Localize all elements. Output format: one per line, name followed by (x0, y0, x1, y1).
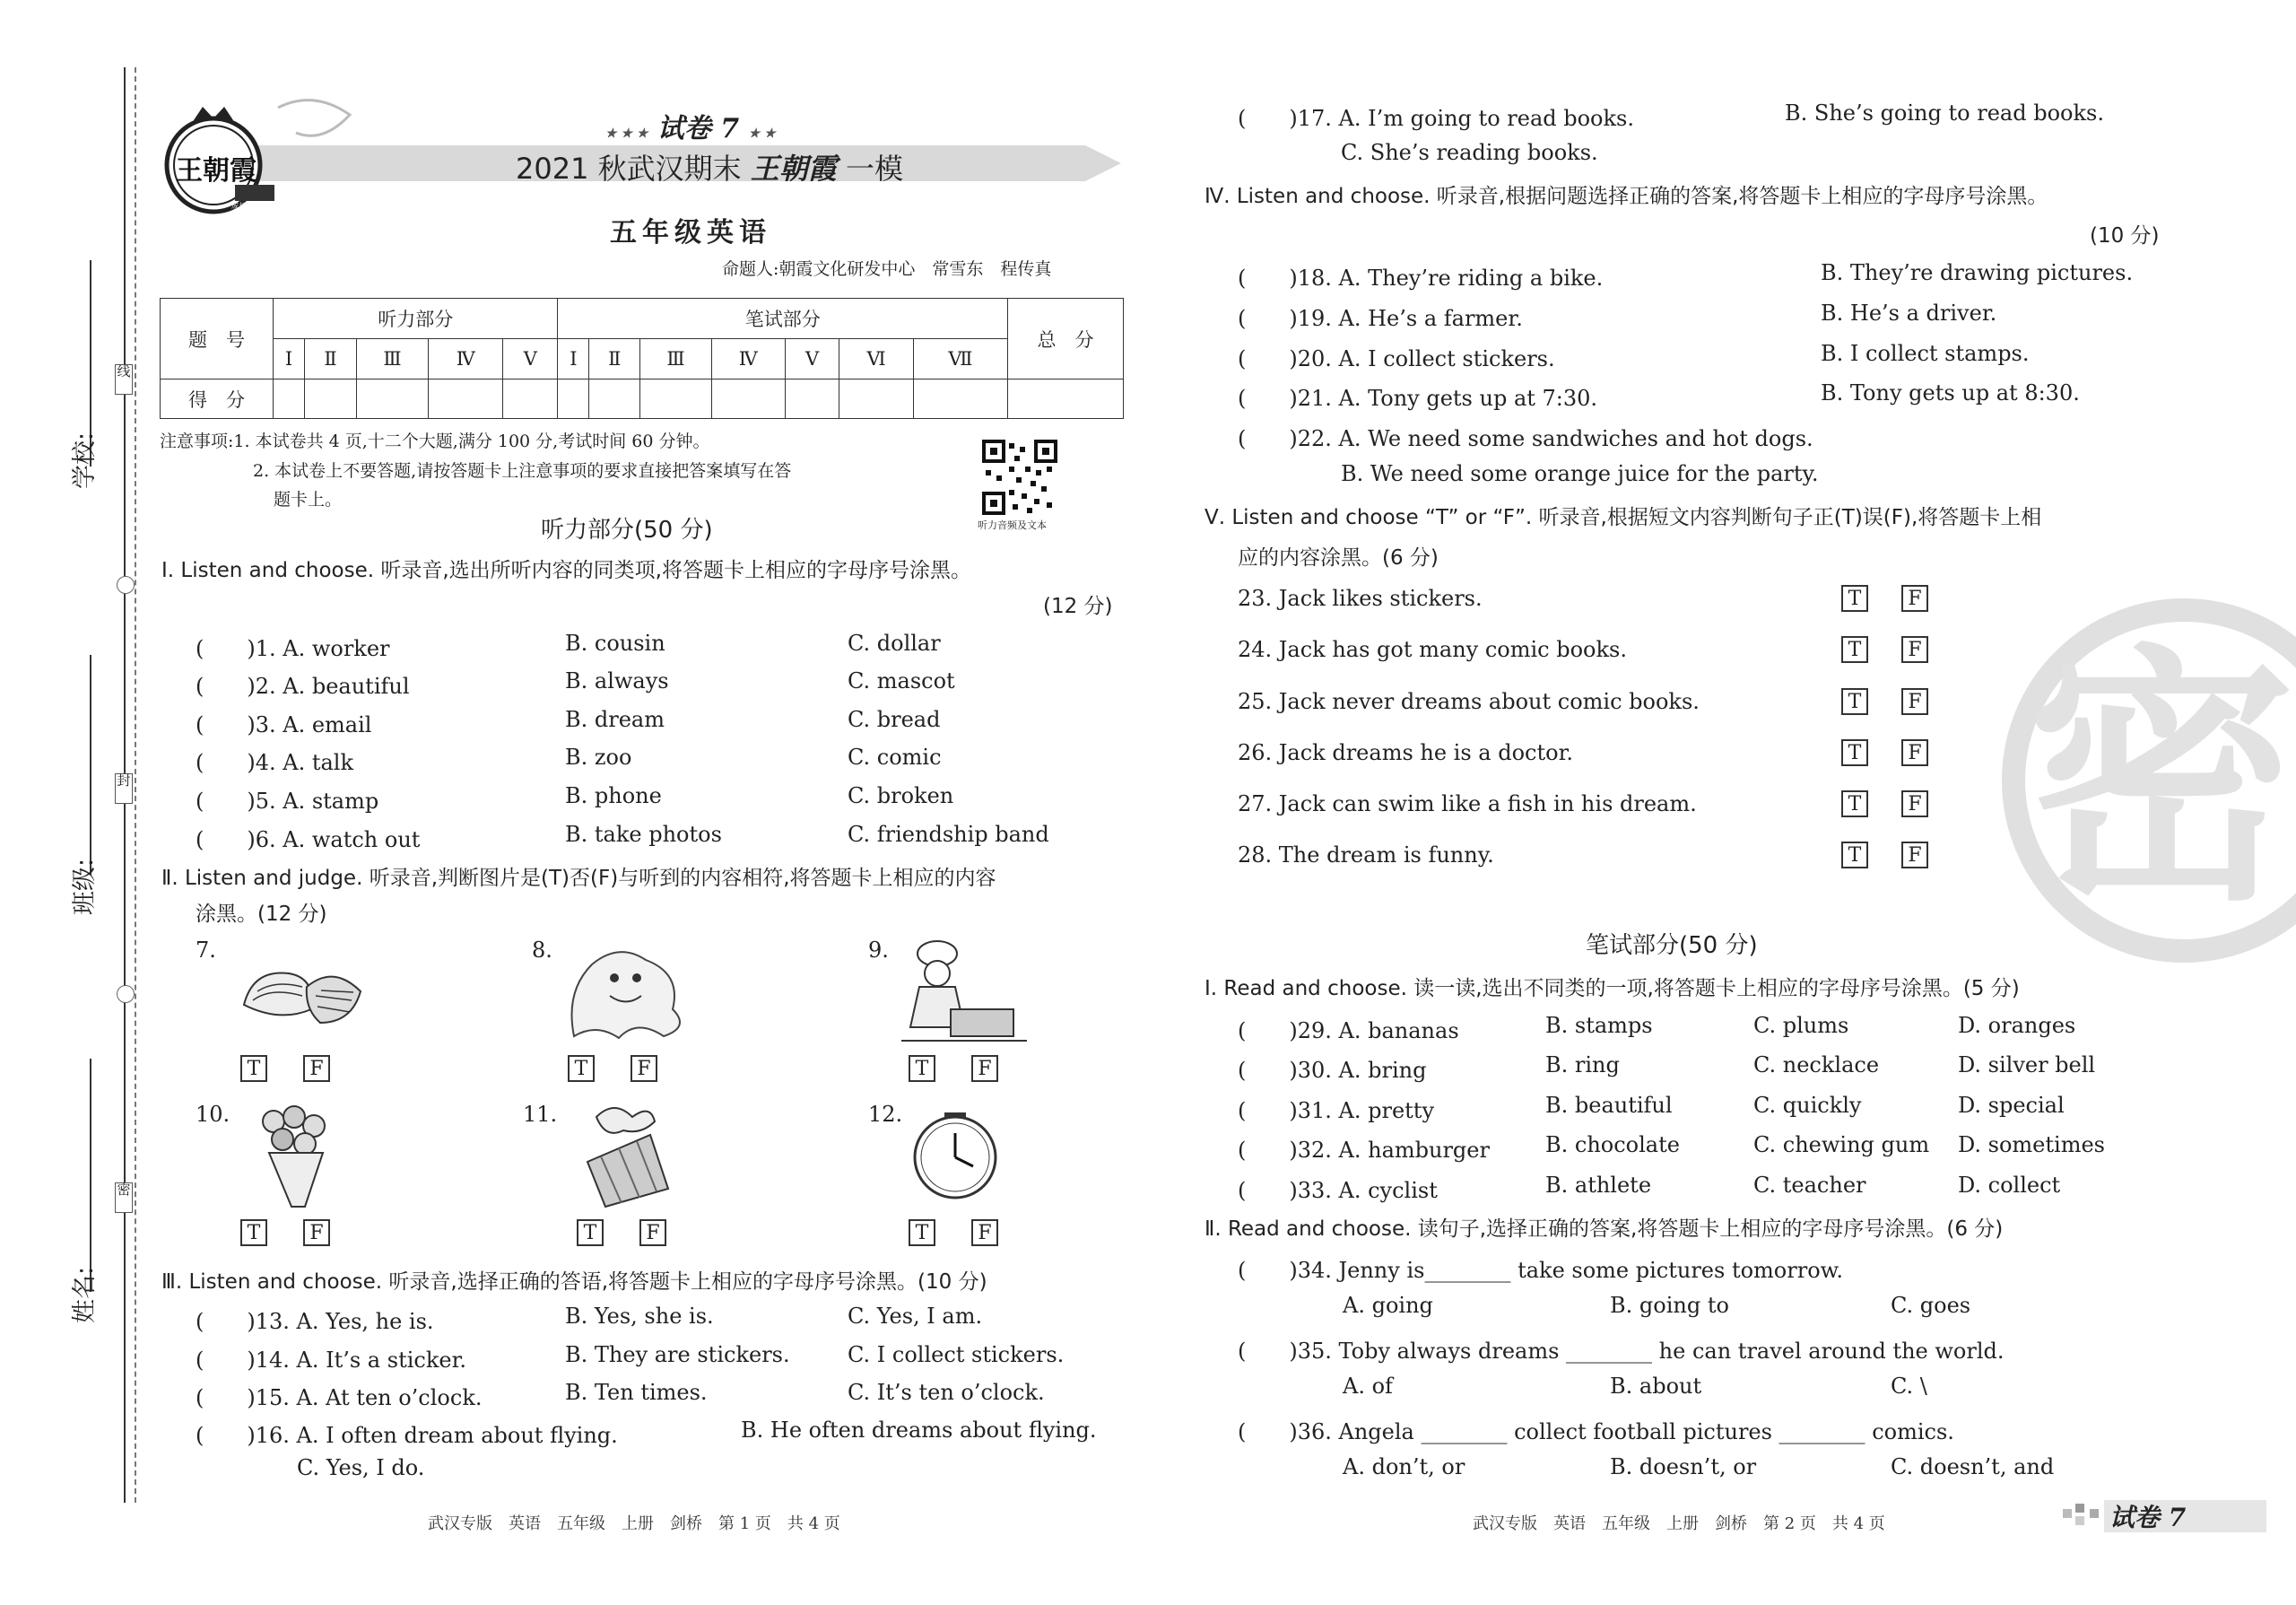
option-2b: B. always (565, 668, 669, 693)
option-36b: B. doesn’t, or (1610, 1454, 1757, 1479)
ghost-picture (556, 938, 700, 1045)
name-underline (90, 1059, 91, 1292)
score-cell (589, 379, 640, 419)
l3-heading: Ⅲ. Listen and choose. 听录音,选择正确的答语,将答题卡上相应的字母序号涂黑。(10 分) (161, 1270, 987, 1294)
question-21: ( )21. A. Tony gets up at 7:30. (1238, 386, 1598, 411)
question-22: ( )22. A. We need some sandwiches and hot dogs. (1238, 426, 1813, 451)
score-cell (429, 379, 503, 419)
listening-title: 听力部分(50 分) (541, 517, 713, 544)
pic-num-9: 9. (868, 938, 889, 963)
listening-col: Ⅴ (503, 339, 558, 379)
judge-f-28[interactable]: F (1901, 842, 1928, 868)
pic-num-10: 10. (196, 1102, 230, 1127)
judge-f-27[interactable]: F (1901, 790, 1928, 817)
option-14c: C. I collect stickers. (848, 1342, 1065, 1367)
question-2: ( )2. A. beautiful (196, 674, 410, 699)
score-row-label: 得 分 (161, 379, 274, 419)
option-33b: B. athlete (1545, 1173, 1652, 1198)
score-cell (503, 379, 558, 419)
l5-heading-1: Ⅴ. Listen and choose “T” or “F”. 听录音,根据短文内容判断句子正(T)误(F),将答题卡上相 (1205, 506, 2042, 529)
score-cell (1008, 379, 1124, 419)
l4-points: (10 分) (2090, 224, 2160, 248)
notes-line2: 2. 本试卷上不要答题,请按答题卡上注意事项的要求直接把答案填写在答 (253, 461, 792, 481)
pic-num-12: 12. (868, 1102, 903, 1127)
l1-heading: Ⅰ. Listen and choose. 听录音,选出所听内容的同类项,将答题卡上相应的字母序号涂黑。 (161, 559, 971, 582)
option-20b: B. I collect stamps. (1821, 341, 2030, 366)
notes-line3: 题卡上。 (274, 490, 343, 510)
logo-small: 成长奇迹 · 由此开始 (231, 202, 296, 210)
cook-picture (897, 938, 1031, 1045)
option-17b: B. She’s going to read books. (1785, 100, 2104, 126)
judge-t-23[interactable]: T (1841, 585, 1868, 612)
score-cell (305, 379, 357, 419)
option-22b: B. We need some orange juice for the party. (1341, 461, 1819, 486)
option-31b: B. beautiful (1545, 1093, 1673, 1118)
judge-t-26[interactable]: T (1841, 739, 1868, 766)
listening-col: Ⅳ (429, 339, 503, 379)
score-cell (558, 379, 589, 419)
judge-t-27[interactable]: T (1841, 790, 1868, 817)
option-34a: A. going (1343, 1293, 1433, 1318)
footer-left: 武汉专版 英语 五年级 上册 剑桥 第 1 页 共 4 页 (428, 1514, 840, 1533)
question-19: ( )19. A. He’s a farmer. (1238, 306, 1523, 331)
question-31: ( )31. A. pretty (1238, 1098, 1434, 1123)
question-15: ( )15. A. At ten o’clock. (196, 1385, 483, 1410)
score-cell (640, 379, 711, 419)
option-13c: C. Yes, I am. (848, 1304, 983, 1329)
pic-num-7: 7. (196, 938, 216, 963)
flowers-picture (242, 1099, 341, 1211)
judge-t-28[interactable]: T (1841, 842, 1868, 868)
option-16b: B. He often dreams about flying. (741, 1417, 1097, 1443)
listening-col: Ⅰ (274, 339, 305, 379)
judge-t-12[interactable]: T (909, 1219, 935, 1246)
subject-title: 五年级英语 (610, 217, 771, 249)
option-30d: D. silver bell (1958, 1052, 2096, 1077)
judge-t-24[interactable]: T (1841, 636, 1868, 663)
written-col: Ⅶ (913, 339, 1007, 379)
option-33d: D. collect (1958, 1173, 2061, 1198)
question-20: ( )20. A. I collect stickers. (1238, 346, 1555, 371)
l5-heading-2: 应的内容涂黑。(6 分) (1238, 546, 1439, 570)
l4-heading: Ⅳ. Listen and choose. 听录音,根据问题选择正确的答案,将答题卡上相应的字母序号涂黑。 (1205, 185, 2048, 208)
question-3: ( )3. A. email (196, 712, 372, 737)
statement-23: 23. Jack likes stickers. (1238, 586, 1483, 611)
judge-f-26[interactable]: F (1901, 739, 1928, 766)
question-4: ( )4. A. talk (196, 750, 354, 775)
judge-f-25[interactable]: F (1901, 688, 1928, 715)
option-18b: B. They’re drawing pictures. (1821, 260, 2134, 285)
option-17c: C. She’s reading books. (1341, 140, 1598, 165)
written-col: Ⅱ (589, 339, 640, 379)
question-5: ( )5. A. stamp (196, 789, 379, 814)
option-5c: C. broken (848, 783, 954, 808)
l1-points: (12 分) (1043, 595, 1113, 618)
option-35b: B. about (1610, 1374, 1702, 1399)
binding-mark-seal: 封 (115, 773, 133, 804)
cut-line (135, 67, 136, 1503)
judge-t-10[interactable]: T (240, 1219, 267, 1246)
question-18: ( )18. A. They’re riding a bike. (1238, 266, 1604, 291)
question-34: ( )34. Jenny is________ take some pictures tomorrow. (1238, 1258, 1843, 1283)
score-cell (839, 379, 914, 419)
written-col: Ⅳ (711, 339, 785, 379)
judge-f-8[interactable]: F (631, 1055, 657, 1082)
option-29d: D. oranges (1958, 1013, 2076, 1038)
option-3b: B. dream (565, 707, 665, 732)
question-36: ( )36. Angela ________ collect football pictures ________ comics. (1238, 1419, 1954, 1444)
l2-heading-1: Ⅱ. Listen and judge. 听录音,判断图片是(T)否(F)与听到的内容相符,将答题卡上相应的内容 (161, 867, 996, 890)
option-35c: C. \ (1891, 1374, 1927, 1399)
clock-picture (910, 1108, 1000, 1211)
option-29c: C. plums (1753, 1013, 1849, 1038)
school-label: 学校: (71, 432, 99, 489)
judge-f-7[interactable]: F (303, 1055, 330, 1082)
listening-header: 听力部分 (274, 299, 558, 339)
name-label: 姓名: (71, 1266, 99, 1323)
w2-heading: Ⅱ. Read and choose. 读句子,选择正确的答案,将答题卡上相应的字母序号涂黑。(6 分) (1205, 1217, 2004, 1241)
written-col: Ⅵ (839, 339, 914, 379)
judge-f-24[interactable]: F (1901, 636, 1928, 663)
question-16: ( )16. A. I often dream about flying. (196, 1423, 618, 1448)
written-header: 笔试部分 (558, 299, 1008, 339)
question-35: ( )35. Toby always dreams ________ he can travel around the world. (1238, 1339, 2005, 1364)
score-cell (711, 379, 785, 419)
option-4c: C. comic (848, 745, 942, 770)
judge-f-10[interactable]: F (303, 1219, 330, 1246)
option-16c: C. Yes, I do. (297, 1455, 425, 1480)
w1-heading: Ⅰ. Read and choose. 读一读,选出不同类的一项,将答题卡上相应的字母序号涂黑。(5 分) (1205, 977, 2020, 1000)
option-32c: C. chewing gum (1753, 1132, 1930, 1157)
option-6b: B. take photos (565, 822, 722, 847)
option-1c: C. dollar (848, 631, 941, 656)
question-17: ( )17. A. I’m going to read books. (1238, 106, 1634, 131)
series-text: 试卷 7 (657, 113, 740, 144)
option-29b: B. stamps (1545, 1013, 1653, 1038)
judge-t-9[interactable]: T (909, 1055, 935, 1082)
option-19b: B. He’s a driver. (1821, 301, 1997, 326)
question-13: ( )13. A. Yes, he is. (196, 1309, 434, 1334)
written-title: 笔试部分(50 分) (1586, 932, 1758, 959)
option-5b: B. phone (565, 783, 662, 808)
judge-f-12[interactable]: F (971, 1219, 998, 1246)
written-col: Ⅰ (558, 339, 589, 379)
binding-mark-line: 线 (115, 364, 133, 395)
option-14b: B. They are stickers. (565, 1342, 790, 1367)
option-30c: C. necklace (1753, 1052, 1880, 1077)
option-36a: A. don’t, or (1343, 1454, 1465, 1479)
score-cell (785, 379, 839, 419)
option-30b: B. ring (1545, 1052, 1620, 1077)
statement-26: 26. Jack dreams he is a doctor. (1238, 740, 1574, 765)
footer-badge: 试卷 7 (2109, 1503, 2187, 1532)
option-31c: C. quickly (1753, 1093, 1862, 1118)
binding-hole (117, 576, 135, 594)
option-15b: B. Ten times. (565, 1380, 708, 1405)
l2-heading-2: 涂黑。(12 分) (196, 903, 327, 926)
judge-t-7[interactable]: T (240, 1055, 267, 1082)
option-34c: C. goes (1891, 1293, 1971, 1318)
exam-title (516, 146, 903, 188)
question-14: ( )14. A. It’s a sticker. (196, 1348, 467, 1373)
qr-caption: 听力音频及文本 (978, 519, 1047, 531)
score-cell (913, 379, 1007, 419)
option-21b: B. Tony gets up at 8:30. (1821, 380, 2080, 406)
listening-col: Ⅲ (356, 339, 428, 379)
pic-num-11: 11. (523, 1102, 558, 1127)
pic-num-8: 8. (532, 938, 552, 963)
option-32b: B. chocolate (1545, 1132, 1680, 1157)
shells-picture (235, 951, 370, 1032)
option-3c: C. bread (848, 707, 941, 732)
question-33: ( )33. A. cyclist (1238, 1178, 1438, 1203)
statement-27: 27. Jack can swim like a fish in his dream. (1238, 791, 1697, 816)
binding-mark-secret: 密 (115, 1182, 133, 1213)
option-36c: C. doesn’t, and (1891, 1454, 2055, 1479)
judge-f-23[interactable]: F (1901, 585, 1928, 612)
authors-line: 命题人:朝霞文化研发中心 常雪东 程传真 (722, 259, 1052, 279)
question-30: ( )30. A. bring (1238, 1058, 1427, 1083)
judge-t-8[interactable]: T (568, 1055, 595, 1082)
option-31d: D. special (1958, 1093, 2065, 1118)
question-1: ( )1. A. worker (196, 636, 390, 661)
written-col: Ⅴ (785, 339, 839, 379)
statement-24: 24. Jack has got many comic books. (1238, 637, 1627, 662)
option-35a: A. of (1343, 1374, 1393, 1399)
judge-f-9[interactable]: F (971, 1055, 998, 1082)
series-label: ★ ★ ★ 试卷 7 ★ ★ (605, 113, 776, 144)
watermark-glyph: 密 (2027, 624, 2296, 937)
option-33c: C. teacher (1753, 1173, 1866, 1198)
judge-t-25[interactable]: T (1841, 688, 1868, 715)
judge-f-11[interactable]: F (639, 1219, 666, 1246)
option-4b: B. zoo (565, 745, 632, 770)
qr-code (982, 440, 1057, 515)
exam-title-suffix: 一模 (845, 152, 903, 186)
judge-t-11[interactable]: T (577, 1219, 604, 1246)
option-32d: D. sometimes (1958, 1132, 2105, 1157)
option-34b: B. going to (1610, 1293, 1729, 1318)
listening-col: Ⅱ (305, 339, 357, 379)
score-cell (356, 379, 428, 419)
class-underline (90, 655, 91, 875)
option-2c: C. mascot (848, 668, 955, 693)
question-6: ( )6. A. watch out (196, 827, 421, 852)
score-table (160, 298, 1124, 419)
exam-title-main: 2021 秋武汉期末 (516, 152, 742, 186)
option-13b: B. Yes, she is. (565, 1304, 714, 1329)
footer-right: 武汉专版 英语 五年级 上册 剑桥 第 2 页 共 4 页 (1473, 1514, 1885, 1533)
question-29: ( )29. A. bananas (1238, 1018, 1459, 1043)
option-15c: C. It’s ten o’clock. (848, 1380, 1045, 1405)
gift-picture (570, 1099, 677, 1207)
notes-line1: 注意事项:1. 本试卷共 4 页,十二个大题,满分 100 分,考试时间 60 分钟。 (160, 432, 710, 451)
score-cell (274, 379, 305, 419)
statement-28: 28. The dream is funny. (1238, 842, 1494, 868)
total-header: 总 分 (1008, 299, 1124, 379)
logo-text: 王朝霞 (176, 155, 257, 187)
class-label: 班级: (71, 858, 99, 915)
question-32: ( )32. A. hamburger (1238, 1138, 1490, 1163)
statement-25: 25. Jack never dreams about comic books. (1238, 689, 1700, 714)
score-row-title: 题 号 (161, 299, 274, 379)
exam-title-brand: 王朝霞 (750, 152, 837, 186)
option-1b: B. cousin (565, 631, 665, 656)
option-6c: C. friendship band (848, 822, 1049, 847)
binding-hole (117, 985, 135, 1003)
written-col: Ⅲ (640, 339, 711, 379)
